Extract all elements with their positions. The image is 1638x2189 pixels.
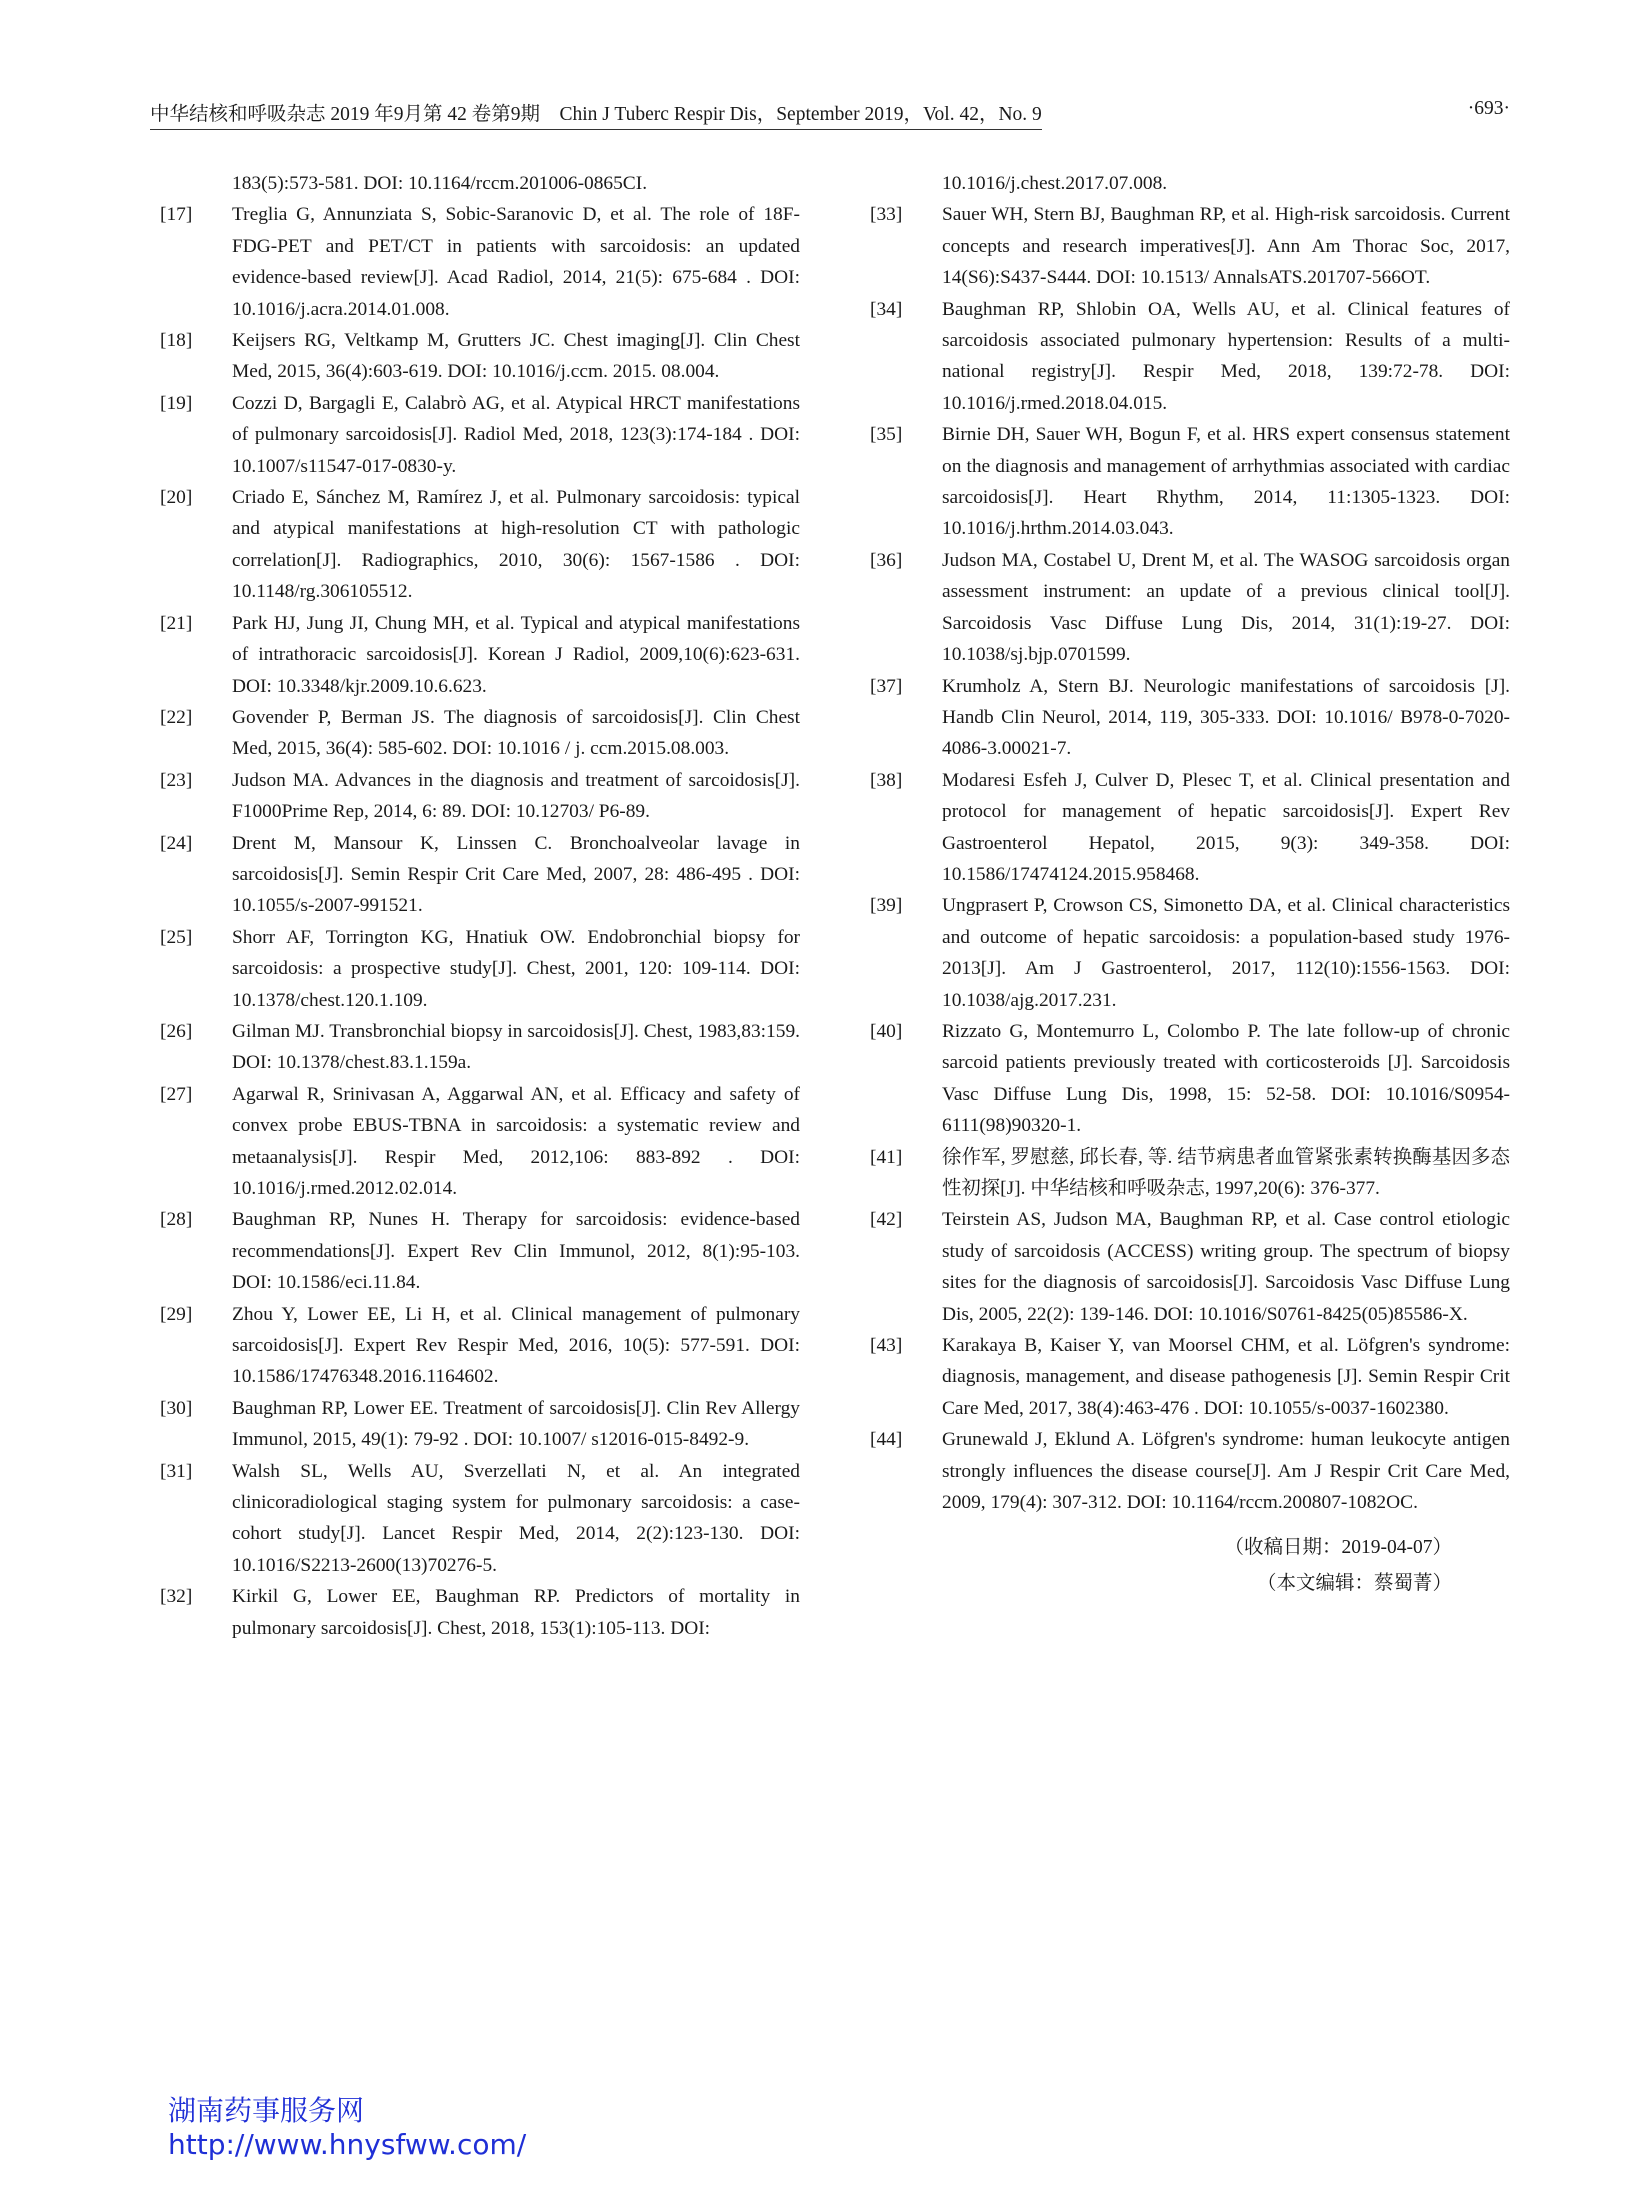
reference-number: [23] — [160, 769, 193, 791]
reference-text: 183(5):573-581. DOI: 10.1164/rccm.201006-0865CI. — [232, 173, 648, 194]
reference-text: Cozzi D, Bargagli E, Calabrò AG, et al. Atypical HRCT manifestations of pulmonary sarcoidosis[J]. Radiol Med, 2018, 123(3):174-184 . DOI: 10.1007/s11547-017-0830-y. — [232, 392, 800, 477]
reference-number: [44] — [870, 1429, 903, 1451]
references-left-column — [160, 168, 800, 1644]
reference-text: Baughman RP, Lower EE. Treatment of sarcoidosis[J]. Clin Rev Allergy Immunol, 2015, 49(1): 79-92 . DOI: 10.1007/ s12016-015-8492-9. — [232, 1397, 800, 1451]
reference-text: Karakaya B, Kaiser Y, van Moorsel CHM, et al. Löfgren's syndrome: diagnosis, management, and disease pathogenesis [J]. Semin Respir Crit Care Med, 2017, 38(4):463-476 . DOI: 10.1055/s-0037-1602380. — [942, 1335, 1510, 1419]
reference-number: [22] — [160, 706, 193, 728]
reference-number: [39] — [870, 895, 903, 917]
reference-item — [870, 294, 1510, 420]
running-header — [150, 98, 1510, 128]
reference-text: 徐作军, 罗慰慈, 邱长春, 等. 结节病患者血管紧张素转换酶基因多态性初探[J]. 中华结核和呼吸杂志, 1997,20(6): 376-377. — [942, 1146, 1510, 1199]
reference-text: Modaresi Esfeh J, Culver D, Plesec T, et al. Clinical presentation and protocol for management of hepatic sarcoidosis[J]. Expert Rev Gastroenterol Hepatol, 2015, 9(3): 349-358. DOI: 10.1586/17474124.2015.958468. — [942, 769, 1510, 885]
reference-item — [870, 1330, 1510, 1424]
reference-list-right — [870, 199, 1510, 1518]
reference-number: [37] — [870, 675, 903, 697]
reference-item — [870, 199, 1510, 293]
reference-item — [160, 1299, 800, 1393]
reference-text: Shorr AF, Torrington KG, Hnatiuk OW. Endobronchial biopsy for sarcoidosis: a prospective study[J]. Chest, 2001, 120: 109-114. DOI: 10.1378/chest.120.1.109. — [232, 926, 800, 1011]
reference-item — [160, 1204, 800, 1298]
reference-item — [870, 765, 1510, 891]
reference-item — [870, 1424, 1510, 1518]
reference-item — [160, 828, 800, 922]
reference-item — [870, 1204, 1510, 1330]
reference-number: [34] — [870, 298, 903, 320]
reference-number: [17] — [160, 204, 193, 226]
reference-number: [25] — [160, 926, 193, 948]
reference-text: Kirkil G, Lower EE, Baughman RP. Predictors of mortality in pulmonary sarcoidosis[J]. Chest, 2018, 153(1):105-113. DOI: — [232, 1586, 800, 1639]
reference-item — [870, 1142, 1510, 1205]
reference-number: [32] — [160, 1586, 193, 1608]
reference-number: [42] — [870, 1209, 903, 1231]
reference-text: Treglia G, Annunziata S, Sobic-Saranovic D, et al. The role of 18F-FDG-PET and PET/CT in patients with sarcoidosis: an updated evidence-based review[J]. Acad Radiol, 2014, 21(5): 675-684 . DOI: 10.1016/j.acra.2014.01.008. — [232, 204, 800, 320]
reference-text: Judson MA. Advances in the diagnosis and treatment of sarcoidosis[J]. F1000Prime Rep, 2014, 6: 89. DOI: 10.12703/ P6-89. — [232, 769, 800, 823]
reference-list-left — [160, 199, 800, 1644]
reference-text: Ungprasert P, Crowson CS, Simonetto DA, et al. Clinical characteristics and outcome of hepatic sarcoidosis: a population-based study 1976-2013[J]. Am J Gastroenterol, 2017, 112(10):1556-1563. DOI: 10.1038/ajg.2017.231. — [942, 895, 1510, 1011]
reference-number: [28] — [160, 1209, 193, 1231]
reference-text: Krumholz A, Stern BJ. Neurologic manifestations of sarcoidosis [J]. Handb Clin Neurol, 2014, 119, 305-333. DOI: 10.1016/ B978-0-7020-4086-3.00021-7. — [942, 675, 1510, 760]
reference-item — [160, 482, 800, 608]
reference-item — [870, 545, 1510, 671]
reference-number: [27] — [160, 1083, 193, 1105]
page-number: ·693· — [1467, 98, 1510, 119]
reference-item — [160, 702, 800, 765]
reference-item — [870, 671, 1510, 765]
reference-number: [20] — [160, 487, 193, 509]
reference-item — [160, 1393, 800, 1456]
references-right-column — [870, 168, 1510, 1602]
journal-citation-header: 中华结核和呼吸杂志 2019 年9月第 42 卷第9期 Chin J Tuberc Respir Dis，September 2019，Vol. 42，No. 9 — [150, 98, 1042, 130]
reference-item — [160, 199, 800, 325]
reference-text: Rizzato G, Montemurro L, Colombo P. The late follow-up of chronic sarcoid patients previously treated with corticosteroids [J]. Sarcoidosis Vasc Diffuse Lung Dis, 1998, 15: 52-58. DOI: 10.1016/S0954-6111(98)90320-1. — [942, 1020, 1510, 1137]
watermark-name: 湖南药事服务网 — [168, 2094, 365, 2127]
reference-text: Baughman RP, Nunes H. Therapy for sarcoidosis: evidence-based recommendations[J]. Expert Rev Clin Immunol, 2012, 8(1):95-103. DOI: 10.1586/eci.11.84. — [232, 1209, 800, 1294]
reference-item — [160, 1079, 800, 1205]
reference-continuation — [870, 168, 1510, 199]
reference-item — [160, 608, 800, 702]
reference-item — [160, 1456, 800, 1582]
reference-number: [33] — [870, 204, 903, 226]
reference-number: [24] — [160, 832, 193, 854]
reference-text: Gilman MJ. Transbronchial biopsy in sarcoidosis[J]. Chest, 1983,83:159. DOI: 10.1378/chest.83.1.159a. — [232, 1020, 800, 1074]
reference-number: [26] — [160, 1020, 193, 1042]
reference-number: [35] — [870, 424, 903, 446]
reference-text: Govender P, Berman JS. The diagnosis of sarcoidosis[J]. Clin Chest Med, 2015, 36(4): 585-602. DOI: 10.1016 / j. ccm.2015.08.003. — [232, 706, 800, 760]
reference-item — [160, 388, 800, 482]
reference-number: [40] — [870, 1020, 903, 1042]
reference-item — [160, 765, 800, 828]
reference-number: [36] — [870, 549, 903, 571]
reference-text: 10.1016/j.chest.2017.07.008. — [942, 173, 1168, 194]
reference-continuation — [160, 168, 800, 199]
reference-text: Teirstein AS, Judson MA, Baughman RP, et al. Case control etiologic study of sarcoidosis (ACCESS) writing group. The spectrum of biopsy sites for the diagnosis of sarcoidosis[J]. Sarcoidosis Vasc Diffuse Lung Dis, 2005, 22(2): 139-146. DOI: 10.1016/S0761-8425(05)85586-X. — [942, 1209, 1510, 1325]
reference-item — [870, 419, 1510, 545]
reference-text: Grunewald J, Eklund A. Löfgren's syndrome: human leukocyte antigen strongly influences the disease course[J]. Am J Respir Crit Care Med, 2009, 179(4): 307-312. DOI: 10.1164/rccm.200807-1082OC. — [942, 1429, 1510, 1514]
reference-text: Criado E, Sánchez M, Ramírez J, et al. Pulmonary sarcoidosis: typical and atypical manifestations at high-resolution CT with pathologic correlation[J]. Radiographics, 2010, 30(6): 1567-1586 . DOI: 10.1148/rg.306105512. — [232, 487, 800, 603]
reference-item — [160, 922, 800, 1016]
reference-item — [870, 890, 1510, 1016]
reference-text: Baughman RP, Shlobin OA, Wells AU, et al. Clinical features of sarcoidosis associated pulmonary hypertension: Results of a multi-national registry[J]. Respir Med, 2018, 139:72-78. DOI: 10.1016/j.rmed.2018.04.015. — [942, 298, 1510, 414]
reference-number: [18] — [160, 330, 193, 352]
reference-text: Keijsers RG, Veltkamp M, Grutters JC. Chest imaging[J]. Clin Chest Med, 2015, 36(4):603-619. DOI: 10.1016/j.ccm. 2015. 08.004. — [232, 330, 800, 383]
reference-text: Drent M, Mansour K, Linssen C. Bronchoalveolar lavage in sarcoidosis[J]. Semin Respir Crit Care Med, 2007, 28: 486-495 . DOI: 10.1055/s-2007-991521. — [232, 832, 800, 917]
reference-text: Birnie DH, Sauer WH, Bogun F, et al. HRS expert consensus statement on the diagnosis and management of arrhythmias associated with cardiac sarcoidosis[J]. Heart Rhythm, 2014, 11:1305-1323. DOI: 10.1016/j.hrthm.2014.03.043. — [942, 424, 1510, 540]
reference-number: [30] — [160, 1397, 193, 1419]
reference-text: Walsh SL, Wells AU, Sverzellati N, et al. An integrated clinicoradiological staging system for pulmonary sarcoidosis: a case-cohort study[J]. Lancet Respir Med, 2014, 2(2):123-130. DOI: 10.1016/S2213-2600(13)70276-5. — [232, 1460, 800, 1576]
reference-text: Zhou Y, Lower EE, Li H, et al. Clinical management of pulmonary sarcoidosis[J]. Expert Rev Respir Med, 2016, 10(5): 577-591. DOI: 10.1586/17476348.2016.1164602. — [232, 1303, 800, 1388]
reference-number: [43] — [870, 1335, 903, 1357]
watermark — [168, 2094, 526, 2162]
reference-text: Agarwal R, Srinivasan A, Aggarwal AN, et al. Efficacy and safety of convex probe EBUS-TBNA in sarcoidosis: a systematic review and metaanalysis[J]. Respir Med, 2012,106: 883-892 . DOI: 10.1016/j.rmed.2012.02.014. — [232, 1083, 800, 1199]
reference-item — [160, 325, 800, 388]
reference-text: Park HJ, Jung JI, Chung MH, et al. Typical and atypical manifestations of intrathoracic sarcoidosis[J]. Korean J Radiol, 2009,10(6):623-631. DOI: 10.3348/kjr.2009.10.6.623. — [232, 612, 800, 697]
reference-number: [31] — [160, 1460, 193, 1482]
reference-number: [38] — [870, 769, 903, 791]
editor-note: （本文编辑：蔡蜀菁） — [1256, 1573, 1452, 1595]
reference-item — [160, 1581, 800, 1644]
reference-text: Sauer WH, Stern BJ, Baughman RP, et al. High-risk sarcoidosis. Current concepts and research imperatives[J]. Ann Am Thorac Soc, 2017, 14(S6):S437-S444. DOI: 10.1513/ AnnalsATS.201707-566OT. — [942, 204, 1510, 289]
received-date: （收稿日期：2019-04-07） — [1224, 1537, 1452, 1559]
reference-number: [29] — [160, 1303, 193, 1325]
reference-number: [21] — [160, 612, 193, 634]
reference-text: Judson MA, Costabel U, Drent M, et al. The WASOG sarcoidosis organ assessment instrument: an update of a previous clinical tool[J]. Sarcoidosis Vasc Diffuse Lung Dis, 2014, 31(1):19-27. DOI: 10.1038/sj.bjp.0701599. — [942, 549, 1510, 666]
reference-number: [19] — [160, 392, 193, 414]
watermark-url[interactable]: http://www.hnysfww.com/ — [168, 2128, 527, 2161]
reference-number: [41] — [870, 1146, 903, 1168]
manuscript-info — [870, 1530, 1510, 1602]
reference-item — [160, 1016, 800, 1079]
reference-item — [870, 1016, 1510, 1142]
